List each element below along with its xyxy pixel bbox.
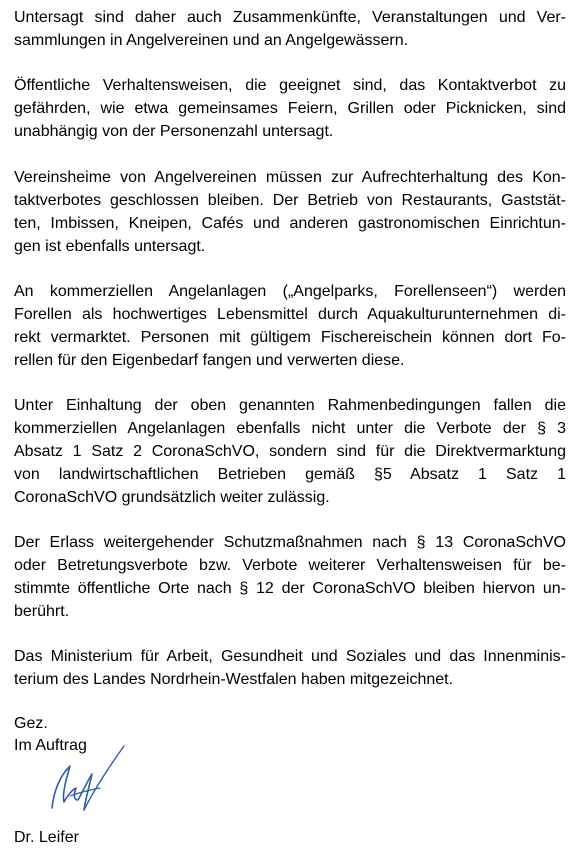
text-line: von landwirtschaftlichen Betrieben gemäß §5 Absatz 1 Satz 1 xyxy=(14,466,566,483)
text-line: sammlungen in Angelvereinen und an Angelgewässern. xyxy=(14,32,409,49)
text-line: Absatz 1 Satz 2 CoronaSchVO, sondern sind für die Direktvermarktung xyxy=(14,443,566,460)
text-line: gen ist ebenfalls untersagt. xyxy=(14,238,206,255)
closing-im-auftrag: Im Auftrag xyxy=(14,737,87,754)
paragraph-gatherings xyxy=(14,6,566,52)
text-line: ten, Imbissen, Kneipen, Cafés und anderen gastronomischen Einrichtun- xyxy=(14,215,566,232)
handwritten-signature xyxy=(40,738,130,818)
text-line: Öffentliche Verhaltensweisen, die geeignet sind, das Kontaktverbot zu xyxy=(14,77,566,94)
text-line: berührt. xyxy=(14,603,70,620)
text-line: CoronaSchVO grundsätzlich weiter zulässig. xyxy=(14,489,330,506)
text-line: oder Betretungsverbote bzw. Verbote weiterer Verhaltensweisen für be- xyxy=(14,557,566,574)
text-line: terium des Landes Nordrhein-Westfalen haben mitgezeichnet. xyxy=(14,671,454,688)
text-line: Unter Einhaltung der oben genannten Rahmenbedingungen fallen die xyxy=(14,397,566,414)
paragraph-commercial-angling xyxy=(14,280,566,372)
paragraph-co-signature xyxy=(14,645,566,691)
paragraph-public-behaviour xyxy=(14,74,566,143)
paragraph-conditions xyxy=(14,394,566,509)
text-line: Der Erlass weitergehender Schutzmaßnahmen nach § 13 CoronaSchVO xyxy=(14,534,566,551)
paragraph-club-houses xyxy=(14,166,566,258)
text-line: taktverbotes geschlossen bleiben. Der Betrieb von Restaurants, Gaststät- xyxy=(14,192,566,209)
text-line: rekt vermarktet. Personen mit gültigem Fischereischein können dort Fo- xyxy=(14,329,566,346)
text-line: Vereinsheime von Angelvereinen müssen zur Aufrechterhaltung des Kon- xyxy=(14,169,566,186)
text-line: rellen für den Eigenbedarf fangen und verwerten diese. xyxy=(14,352,405,369)
text-line: Das Ministerium für Arbeit, Gesundheit und Soziales und das Innenminis- xyxy=(14,648,566,665)
text-line: kommerziellen Angelanlagen ebenfalls nicht unter die Verbote der § 3 xyxy=(14,420,566,437)
signatory-name: Dr. Leifer xyxy=(14,829,79,846)
text-line: gefährden, wie etwa gemeinsames Feiern, Grillen oder Picknicken, sind xyxy=(14,100,566,117)
paragraph-further-measures xyxy=(14,531,566,623)
text-line: unabhängig von der Personenzahl untersagt. xyxy=(14,123,334,140)
text-line: Forellen als hochwertiges Lebensmittel durch Aquakulturunternehmen di- xyxy=(14,306,566,323)
closing-gez: Gez. xyxy=(14,715,48,732)
text-line: Untersagt sind daher auch Zusammenkünfte, Veranstaltungen und Ver- xyxy=(14,9,566,26)
text-line: An kommerziellen Angelanlagen („Angelparks, Forellenseen“) werden xyxy=(14,283,566,300)
text-line: stimmte öffentliche Orte nach § 12 der CoronaSchVO bleiben hiervon un- xyxy=(14,580,566,597)
